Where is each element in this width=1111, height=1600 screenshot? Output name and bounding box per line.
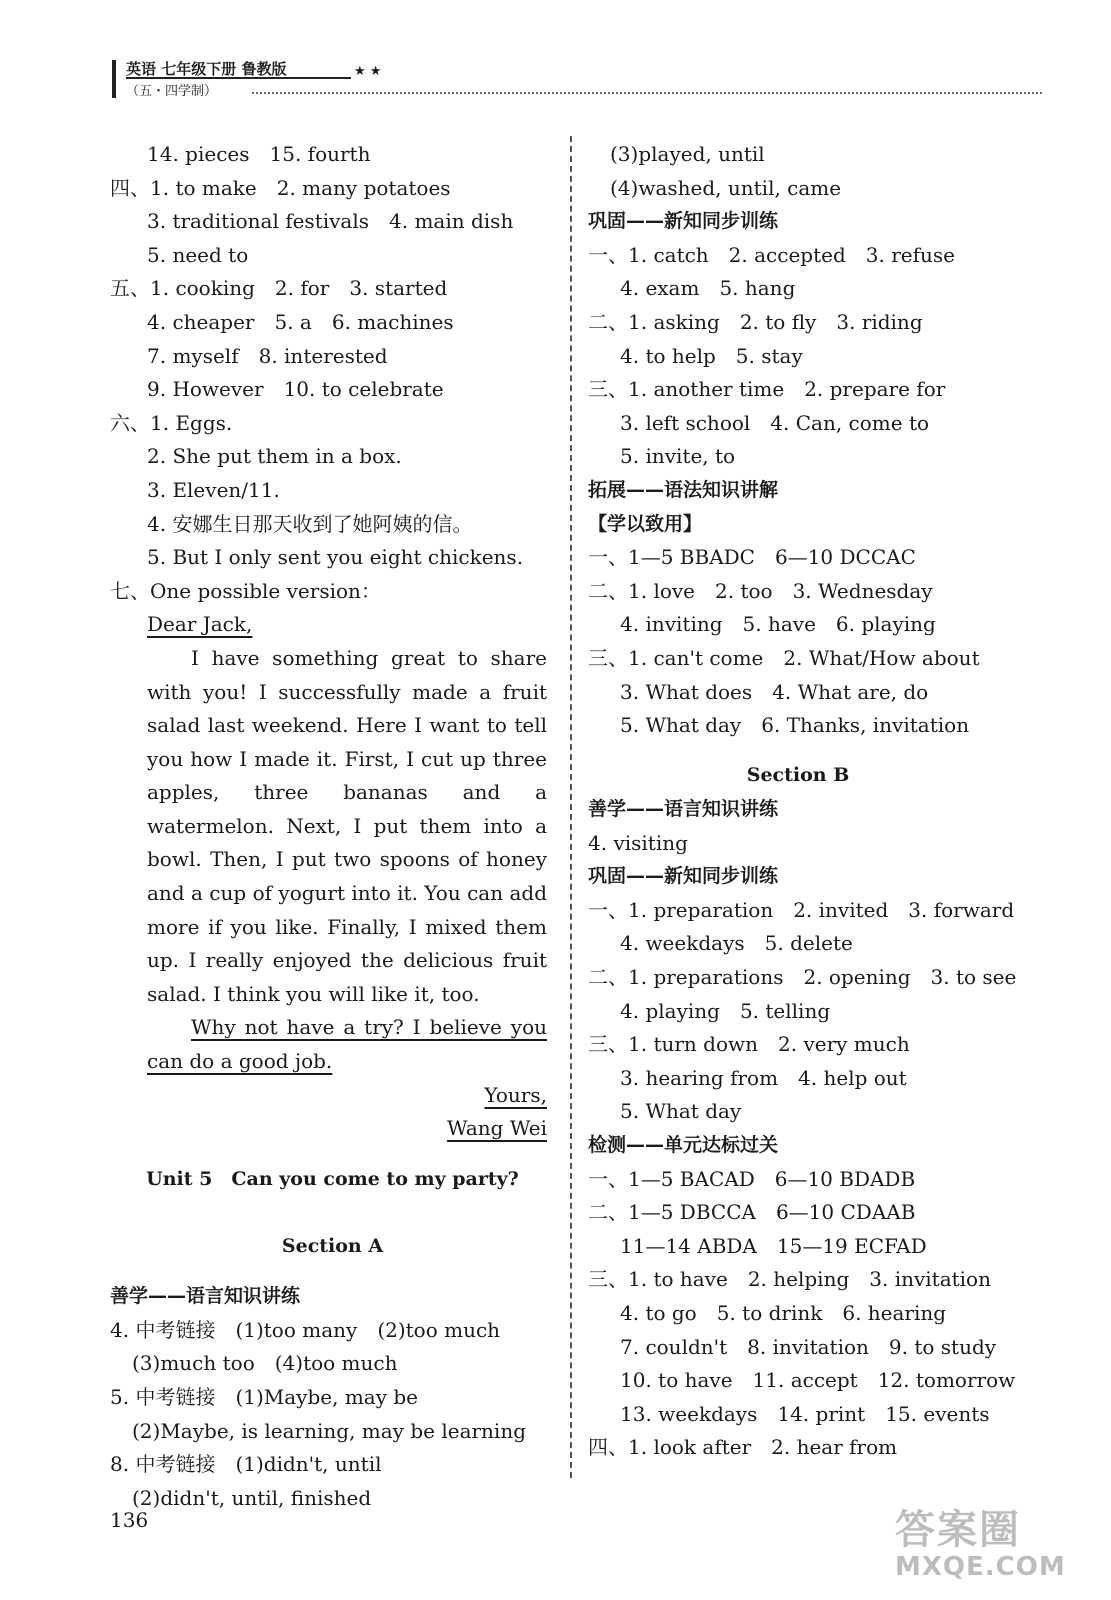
- column-divider: [570, 136, 572, 1478]
- answer-line: 二、1. asking 2. to fly 3. riding: [588, 309, 923, 334]
- answer-line: 3. What does 4. What are, do: [620, 679, 929, 704]
- answer-line: (3)played, until: [610, 142, 765, 166]
- answer-line: 三、1. turn down 2. very much: [588, 1032, 910, 1057]
- answer-line: 5. need to: [147, 242, 249, 267]
- answer-line: 二、1—5 DBCCA 6—10 CDAAB: [588, 1200, 916, 1225]
- header-rule: [126, 77, 351, 79]
- section-heading: 巩固——新知同步训练: [588, 210, 779, 233]
- answer-line: 4. playing 5. telling: [620, 998, 831, 1023]
- section-heading: 检测——单元达标过关: [588, 1134, 779, 1157]
- answer-line: 4. exam 5. hang: [620, 276, 796, 301]
- letter-signature: Wang Wei: [447, 1116, 547, 1141]
- watermark-text: 答案圈: [895, 1507, 1021, 1553]
- section-heading: 巩固——新知同步训练: [588, 865, 779, 888]
- answer-line: 二、1. love 2. too 3. Wednesday: [588, 578, 933, 603]
- right-column: [588, 138, 1017, 1465]
- answer-line: (2)didn't, until, finished: [132, 1485, 372, 1510]
- letter-paragraph: I have something great to share with you! I successfully made a fruit salad last weekend. Here I want to tell you how I made it. First, I cut up three apples, three bananas and a watermelon. Next, I put them into a bowl. Then, I put two spoons of honey and a cup of yogurt into it. You can add more if you like. Finally, I mixed them up. I really enjoyed the delicious fruit salad. I think you will like it, too.: [147, 645, 547, 1006]
- answer-line: 5. invite, to: [620, 444, 736, 469]
- page-header: [112, 58, 1047, 102]
- answer-line: 4. weekdays 5. delete: [620, 931, 853, 956]
- answer-line: 4. 中考链接 (1)too many (2)too much: [110, 1317, 501, 1342]
- answer-line: 3. hearing from 4. help out: [620, 1065, 907, 1090]
- page-number: 136: [110, 1508, 149, 1532]
- answer-line: 一、1. preparation 2. invited 3. forward: [588, 897, 1015, 922]
- answer-line: 一、1. catch 2. accepted 3. refuse: [588, 242, 955, 267]
- answer-line: 4. visiting: [588, 830, 688, 855]
- answer-line: 8. 中考链接 (1)didn't, until: [110, 1452, 382, 1477]
- letter-greeting: Dear Jack,: [147, 612, 253, 637]
- book-title: 英语 七年级下册 鲁教版: [126, 60, 287, 78]
- letter-body: [110, 642, 547, 1079]
- answer-line: (4)washed, until, came: [610, 175, 842, 200]
- answer-line: 4. to help 5. stay: [620, 343, 803, 368]
- answer-line: 二、1. preparations 2. opening 3. to see: [588, 965, 1017, 990]
- answer-line: 9. However 10. to celebrate: [147, 377, 444, 402]
- answer-line: 4. inviting 5. have 6. playing: [620, 612, 936, 637]
- answer-line: (2)Maybe, is learning, may be learning: [132, 1418, 527, 1443]
- answer-line: 3. traditional festivals 4. main dish: [147, 209, 514, 234]
- answer-line: 七、One possible version：: [110, 578, 381, 603]
- answer-line: 5. What day: [620, 1099, 742, 1124]
- answer-line: 三、1. another time 2. prepare for: [588, 377, 946, 402]
- answer-line: 13. weekdays 14. print 15. events: [620, 1401, 990, 1426]
- answer-line: 四、1. look after 2. hear from: [588, 1435, 898, 1460]
- left-column: [110, 138, 555, 1515]
- answer-line: 3. left school 4. Can, come to: [620, 410, 930, 435]
- section-title: Section B: [746, 764, 850, 787]
- answer-line: 一、1—5 BBADC 6—10 DCCAC: [588, 545, 916, 570]
- section-heading: 拓展——语法知识讲解: [588, 478, 779, 501]
- book-subtitle: （五・四学制）: [126, 84, 218, 99]
- answer-line: 五、1. cooking 2. for 3. started: [110, 276, 448, 301]
- answer-line: 一、1—5 BACAD 6—10 BDADB: [588, 1166, 916, 1191]
- answer-line: 10. to have 11. accept 12. tomorrow: [620, 1368, 1016, 1393]
- answer-line: 三、1. can't come 2. What/How about: [588, 645, 980, 670]
- answer-line: 2. She put them in a box.: [147, 444, 402, 469]
- answer-line: 5. What day 6. Thanks, invitation: [620, 713, 970, 738]
- unit-title: Unit 5 Can you come to my party?: [146, 1167, 519, 1190]
- answer-line: 7. myself 8. interested: [147, 343, 388, 368]
- header-bar: [112, 60, 116, 98]
- answer-line: 三、1. to have 2. helping 3. invitation: [588, 1267, 991, 1292]
- answer-line: 7. couldn't 8. invitation 9. to study: [620, 1334, 997, 1359]
- answer-line: 5. 中考链接 (1)Maybe, may be: [110, 1384, 419, 1409]
- answer-line: 4. to go 5. to drink 6. hearing: [620, 1300, 947, 1325]
- answer-line: 3. Eleven/11.: [147, 477, 280, 502]
- watermark-url: MXQE.COM: [895, 1552, 1066, 1582]
- letter-closing: Yours,: [484, 1082, 547, 1107]
- answer-line: 14. pieces 15. fourth: [147, 142, 371, 166]
- subsection-heading: 【学以致用】: [588, 512, 703, 535]
- star-icon: ★ ★: [354, 64, 382, 79]
- answer-line: 11—14 ABDA 15—19 ECFAD: [620, 1233, 927, 1258]
- answer-line: 5. But I only sent you eight chickens.: [147, 545, 524, 570]
- answer-line: 六、1. Eggs.: [110, 410, 233, 435]
- answer-line: 4. cheaper 5. a 6. machines: [147, 309, 454, 334]
- answer-line: (3)much too (4)too much: [132, 1351, 398, 1376]
- section-heading: 善学——语言知识讲练: [110, 1285, 301, 1308]
- header-dotted-rule: [252, 92, 1042, 94]
- answer-line: 4. 安娜生日那天收到了她阿姨的信。: [147, 511, 473, 536]
- section-heading: 善学——语言知识讲练: [588, 798, 779, 821]
- answer-line: 四、1. to make 2. many potatoes: [110, 175, 451, 200]
- section-title: Section A: [281, 1234, 384, 1257]
- letter-paragraph-underlined: Why not have a try? I believe you can do a good job.: [147, 1015, 547, 1074]
- watermark-logo: [895, 1508, 1065, 1588]
